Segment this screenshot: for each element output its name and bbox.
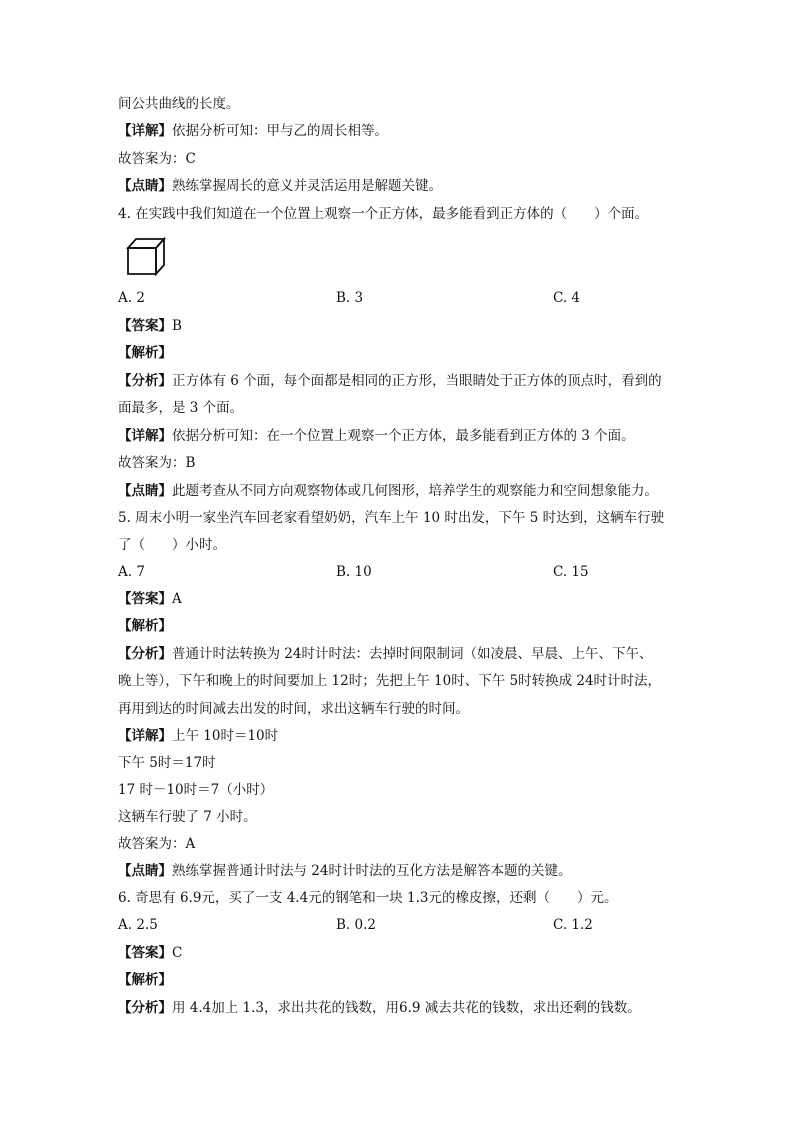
q4-note xyxy=(118,481,658,501)
q6-analysis-heading: 【解析】 xyxy=(118,972,172,988)
detail-text: 依据分析可知：在一个位置上观察一个正方体，最多能看到正方体的 3 个面。 xyxy=(172,428,635,444)
answer-tag: 【答案】 xyxy=(118,591,172,607)
q6-option-b: B. 0.2 xyxy=(336,917,376,933)
q5-analysis-heading: 【解析】 xyxy=(118,618,172,634)
question-5-line-2: 了（ ）小时。 xyxy=(118,537,226,553)
answer-value: C xyxy=(172,945,183,961)
note-tag: 【点睛】 xyxy=(118,863,172,879)
analysis-tag: 【分析】 xyxy=(118,373,172,389)
q4-answer xyxy=(118,316,182,336)
q4-answer-summary: 故答案为：B xyxy=(118,455,196,471)
q5-analysis-3: 再用到达的时间减去出发的时间，求出这辆车行驶的时间。 xyxy=(118,701,469,717)
q5-option-c: C. 15 xyxy=(553,564,589,580)
q4-analysis-1 xyxy=(118,371,662,391)
q5-analysis-2: 晚上等），下午和晚上的时间要加上 12时；先把上午 10时、下午 5时转换成 24时计时法， xyxy=(118,673,662,689)
note-tag: 【点睛】 xyxy=(118,483,172,499)
q5-detail-2: 下午 5时＝17时 xyxy=(118,755,216,771)
answer-value: A xyxy=(172,591,182,607)
q4-analysis-heading: 【解析】 xyxy=(118,345,172,361)
analysis-tag: 【分析】 xyxy=(118,1000,172,1016)
detail-tag: 【详解】 xyxy=(118,123,172,139)
q5-note xyxy=(118,861,571,881)
answer-summary: 故答案为：C xyxy=(118,151,196,167)
note-tag: 【点睛】 xyxy=(118,178,172,194)
q6-answer xyxy=(118,943,182,963)
q6-option-c: C. 1.2 xyxy=(553,917,593,933)
note-line xyxy=(118,176,442,196)
q4-analysis-2: 面最多，是 3 个面。 xyxy=(118,400,244,416)
answer-tag: 【答案】 xyxy=(118,318,172,334)
q6-option-a: A. 2.5 xyxy=(118,917,158,933)
q4-detail xyxy=(118,426,635,446)
note-text: 此题考查从不同方向观察物体或几何图形，培养学生的观察能力和空间想象能力。 xyxy=(172,483,658,499)
q6-analysis xyxy=(118,998,641,1018)
analysis-text: 普通计时法转换为 24时计时法：去掉时间限制词（如凌晨、早晨、上午、下午、 xyxy=(172,646,653,662)
cube-figure xyxy=(124,234,168,278)
q5-answer-summary: 故答案为：A xyxy=(118,836,196,852)
q4-option-b: B. 3 xyxy=(336,290,364,306)
text-line: 间公共曲线的长度。 xyxy=(118,96,240,112)
analysis-tag: 【分析】 xyxy=(118,646,172,662)
detail-tag: 【详解】 xyxy=(118,728,172,744)
q5-answer xyxy=(118,589,182,609)
q5-detail-4: 这辆车行驶了 7 小时。 xyxy=(118,809,257,825)
answer-tag: 【答案】 xyxy=(118,945,172,961)
note-text: 熟练掌握周长的意义并灵活运用是解题关键。 xyxy=(172,178,442,194)
q5-detail-1 xyxy=(118,726,278,746)
q5-option-a: A. 7 xyxy=(118,564,145,580)
analysis-text: 用 4.4加上 1.3，求出共花的钱数，用6.9 减去共花的钱数，求出还剩的钱数。 xyxy=(172,1000,641,1016)
q5-option-b: B. 10 xyxy=(336,564,372,580)
question-5-line-1: 5. 周末小明一家坐汽车回老家看望奶奶，汽车上午 10 时出发，下午 5 时达到，这辆车行驶 xyxy=(118,510,665,526)
analysis-text: 正方体有 6 个面，每个面都是相同的正方形，当眼睛处于正方体的顶点时，看到的 xyxy=(172,373,662,389)
q5-analysis-1 xyxy=(118,644,652,664)
q4-option-c: C. 4 xyxy=(553,290,581,306)
detail-text: 上午 10时＝10时 xyxy=(172,728,279,744)
q4-option-a: A. 2 xyxy=(118,290,145,306)
question-4: 4. 在实践中我们知道在一个位置上观察一个正方体，最多能看到正方体的（ ）个面。 xyxy=(118,206,649,222)
detail-text: 依据分析可知：甲与乙的周长相等。 xyxy=(172,123,388,139)
detail-line xyxy=(118,121,388,141)
q5-detail-3: 17 时－10时＝7（小时） xyxy=(118,782,274,798)
note-text: 熟练掌握普通计时法与 24时计时法的互化方法是解答本题的关键。 xyxy=(172,863,572,879)
answer-value: B xyxy=(172,318,182,334)
detail-tag: 【详解】 xyxy=(118,428,172,444)
question-6: 6. 奇思有 6.9元，买了一支 4.4元的钢笔和一块 1.3元的橡皮擦，还剩（ ）元。 xyxy=(118,890,618,906)
